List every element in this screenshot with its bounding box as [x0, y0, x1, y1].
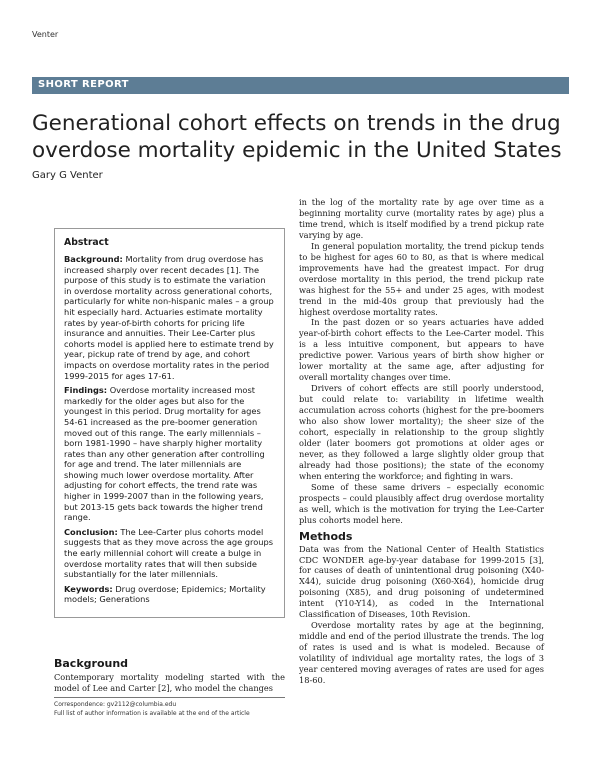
methods-paragraph-data: Data was from the National Center of Health Statistics CDC WONDER age-by-year database for 1999-2015 [3], for causes of death of unintentional drug poisoning (X40-X44), suicide drug poisoning (X60-X64), homicide drug poisoning (X85), and drug poisoning of undetermined intent (Y10-Y14), as coded in the International Classification of Diseases, 10th Revision.: [299, 543, 544, 620]
article-type-label: SHORT REPORT: [38, 79, 129, 90]
abstract-background: [64, 254, 275, 381]
article-title: Generational cohort effects on trends in the drug overdose mortality epidemic in the United States: [32, 111, 562, 163]
abstract-findings-label: Findings:: [64, 385, 108, 396]
abstract-background-label: Background:: [64, 254, 123, 264]
paragraph-cohort-drivers: Drivers of cohort effects are still poorly understood, but could relate to: variability in lifetime wealth accumulation across cohorts (highest for the pre-boomers who also show lower mortality); the sheer size of the cohort, especially in relationship to the group slightly older (later boomers got promotions at older ages or never, as they followed a large slightly older group that already had those positions); the state of the economy when entering the workforce; and fighting in wars.: [299, 383, 544, 481]
abstract-findings-text: Overdose mortality increased most markedly for the older ages but also for the youngest in this period. Drug mortality for ages 54-61 increased as the pre-boomer generation moved out of this range. The early millennials – born 1981-1990 – have sharply higher mortality rates than any other generation after controlling for age and trend. The later millennials are showing much lower overdose mortality. After adjusting for cohort effects, the trend rate was higher in 1999-2007 than in the following years, but 2013-15 gets back towards the higher trend range.: [64, 385, 265, 523]
background-text: Contemporary mortality modeling started with the model of Lee and Carter [2], who model the changes: [54, 672, 285, 693]
right-column: [299, 197, 544, 686]
author-name: Gary G Venter: [32, 170, 103, 181]
abstract-findings: [64, 385, 275, 523]
article-type-banner: [32, 77, 569, 94]
abstract-heading: Abstract: [64, 237, 109, 248]
paragraph-motivation: Some of these same drivers – especially economic prospects – could plausibly affect drug overdose mortality as well, which is the motivation for trying the Lee-Carter plus cohorts model here.: [299, 481, 544, 525]
paragraph-trend-pickup: In general population mortality, the trend pickup tends to be highest for ages 60 to 80, as that is where medical improvements have had the greatest impact. For drug overdose mortality in this period, the trend pickup rate was highest for the 55+ and under 25 ages, with modest trend in the mid-40s group that previously had the highest overdose mortality rates.: [299, 240, 544, 317]
abstract-box: [54, 228, 285, 618]
running-head: Venter: [32, 30, 59, 39]
methods-heading: Methods: [299, 529, 353, 543]
correspondence-footnote: Correspondence: gv2112@columbia.edu: [54, 701, 177, 708]
background-heading: Background: [54, 657, 129, 670]
abstract-keywords-text: Drug overdose; Epidemics; Mortality models; Generations: [64, 583, 266, 605]
paragraph-cohort-effects: In the past dozen or so years actuaries have added year-of-birth cohort effects to the Lee-Carter model. This is a less intuitive component, but appears to have predictive power. Various years of birth show higher or lower mortality at the same age, after adjusting for overall mortality changes over time.: [299, 317, 544, 383]
paragraph-continuation: in the log of the mortality rate by age over time as a beginning mortality curve (mortality rates by age) plus a time trend, which is itself modified by a trend pickup rate varying by age.: [299, 197, 544, 240]
footnote-divider: [54, 697, 285, 698]
abstract-conclusion-label: Conclusion:: [64, 526, 118, 537]
abstract-conclusion-text: The Lee-Carter plus cohorts model suggests that as they move across the age groups the early millennial cohort will create a bulge in overdose mortality rates that will then subside substantially for the later millennials.: [64, 526, 274, 580]
methods-paragraph-rates: Overdose mortality rates by age at the beginning, middle and end of the period illustrate the trends. The log of rates is used and is what is modeled. Because of volatility of individual age mortality rates, the logs of 3 year centered moving averages of rates are used for ages 18-60.: [299, 620, 544, 685]
abstract-conclusion: [64, 527, 275, 580]
abstract-keywords: [64, 584, 275, 605]
abstract-background-text: Mortality from drug overdose has increased sharply over recent decades [1]. The purpose of this study is to estimate the variation in overdose mortality across generational cohorts, particularly for white non-hispanic males – a group hit especially hard. Actuaries estimate mortality rates by year-of-birth cohorts for pricing life insurance and annuities. Their Lee-Carter plus cohorts model is applied here to estimate trend by year, pickup rate of trend by age, and cohort impacts on overdose mortality rates in the period 1999-2015 for ages 17-61.: [64, 254, 274, 381]
author-info-footnote: Full list of author information is available at the end of the article: [54, 710, 250, 717]
abstract-keywords-label: Keywords:: [64, 583, 113, 594]
